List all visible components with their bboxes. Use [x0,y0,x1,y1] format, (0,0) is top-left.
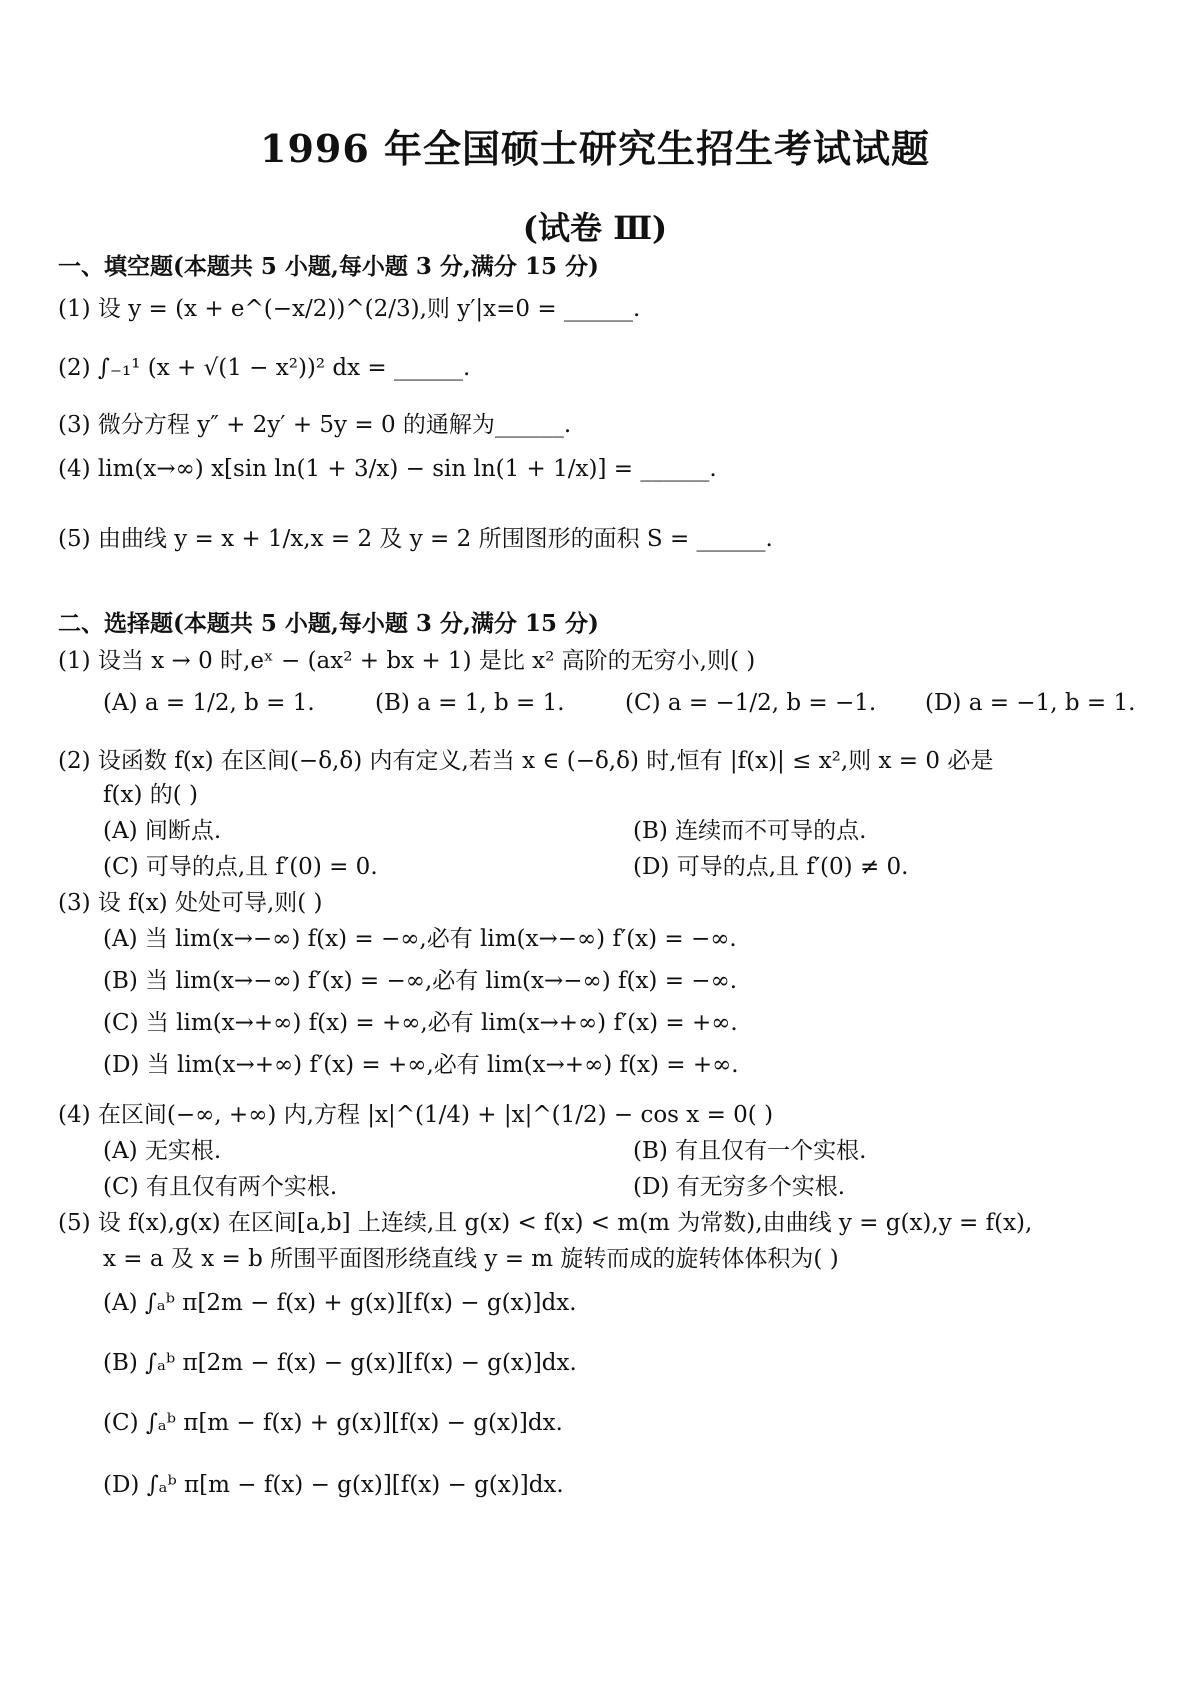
exam-title: 1996 年全国硕士研究生招生考试试题 [260,126,930,171]
section2-q2-option-b: (B) 连续而不可导的点. [633,818,867,844]
section2-q3-option-c: (C) 当 lim(x→+∞) f(x) = +∞,必有 lim(x→+∞) f′(x) = +∞. [103,1010,738,1036]
section2-q3-option-a: (A) 当 lim(x→−∞) f(x) = −∞,必有 lim(x→−∞) f′(x) = −∞. [103,926,737,952]
section2-q1-option-c: (C) a = −1/2, b = −1. [625,690,877,716]
section1-q1: (1) 设 y = (x + e^(−x/2))^(2/3),则 y′|x=0 = ______. [58,296,641,322]
section1-q4: (4) lim(x→∞) x[sin ln(1 + 3/x) − sin ln(1 + 1/x)] = ______. [58,456,717,482]
section2-q4-option-d: (D) 有无穷多个实根. [633,1174,846,1200]
section2-q5-option-b: (B) ∫ₐᵇ π[2m − f(x) − g(x)][f(x) − g(x)]dx. [103,1350,577,1376]
section2-q1-option-a: (A) a = 1/2, b = 1. [103,690,315,716]
section2-q3-stem: (3) 设 f(x) 处处可导,则( ) [58,890,323,916]
section2-q4-option-b: (B) 有且仅有一个实根. [633,1138,867,1164]
section2-q2-option-c: (C) 可导的点,且 f′(0) = 0. [103,854,378,880]
section2-q1-option-d: (D) a = −1, b = 1. [925,690,1136,716]
section1-q5: (5) 由曲线 y = x + 1/x,x = 2 及 y = 2 所围图形的面积 S = ______. [58,526,773,552]
section2-q3-option-b: (B) 当 lim(x→−∞) f′(x) = −∞,必有 lim(x→−∞) f(x) = −∞. [103,968,738,994]
section2-q5-option-d: (D) ∫ₐᵇ π[m − f(x) − g(x)][f(x) − g(x)]dx. [103,1472,564,1498]
section2-q5-option-a: (A) ∫ₐᵇ π[2m − f(x) + g(x)][f(x) − g(x)]dx. [103,1290,577,1316]
section1-q3: (3) 微分方程 y″ + 2y′ + 5y = 0 的通解为______. [58,412,572,438]
section2-q2-stem-2: f(x) 的( ) [103,782,198,808]
section2-q5-stem-2: x = a 及 x = b 所围平面图形绕直线 y = m 旋转而成的旋转体体积为( ) [103,1246,839,1272]
section2-q2-stem-1: (2) 设函数 f(x) 在区间(−δ,δ) 内有定义,若当 x ∈ (−δ,δ) 时,恒有 |f(x)| ≤ x²,则 x = 0 必是 [58,748,994,774]
section2-q4-stem: (4) 在区间(−∞, +∞) 内,方程 |x|^(1/4) + |x|^(1/2) − cos x = 0( ) [58,1102,774,1128]
section2-q2-option-d: (D) 可导的点,且 f′(0) ≠ 0. [633,854,909,880]
exam-subtitle: (试卷 Ⅲ) [522,209,668,247]
section2-q5-option-c: (C) ∫ₐᵇ π[m − f(x) + g(x)][f(x) − g(x)]dx. [103,1410,563,1436]
section1-heading: 一、填空题(本题共 5 小题,每小题 3 分,满分 15 分) [58,253,599,280]
section1-q2: (2) ∫₋₁¹ (x + √(1 − x²))² dx = ______. [58,355,471,381]
section2-q1-stem: (1) 设当 x → 0 时,eˣ − (ax² + bx + 1) 是比 x² 高阶的无穷小,则( ) [58,648,756,674]
section2-q2-option-a: (A) 间断点. [103,818,222,844]
section2-q3-option-d: (D) 当 lim(x→+∞) f′(x) = +∞,必有 lim(x→+∞) f(x) = +∞. [103,1052,739,1078]
section2-q5-stem-1: (5) 设 f(x),g(x) 在区间[a,b] 上连续,且 g(x) < f(x) < m(m 为常数),由曲线 y = g(x),y = f(x), [58,1210,1033,1236]
section2-q1-option-b: (B) a = 1, b = 1. [375,690,565,716]
section2-heading: 二、选择题(本题共 5 小题,每小题 3 分,满分 15 分) [58,610,599,637]
section2-q4-option-c: (C) 有且仅有两个实根. [103,1174,338,1200]
section2-q4-option-a: (A) 无实根. [103,1138,222,1164]
